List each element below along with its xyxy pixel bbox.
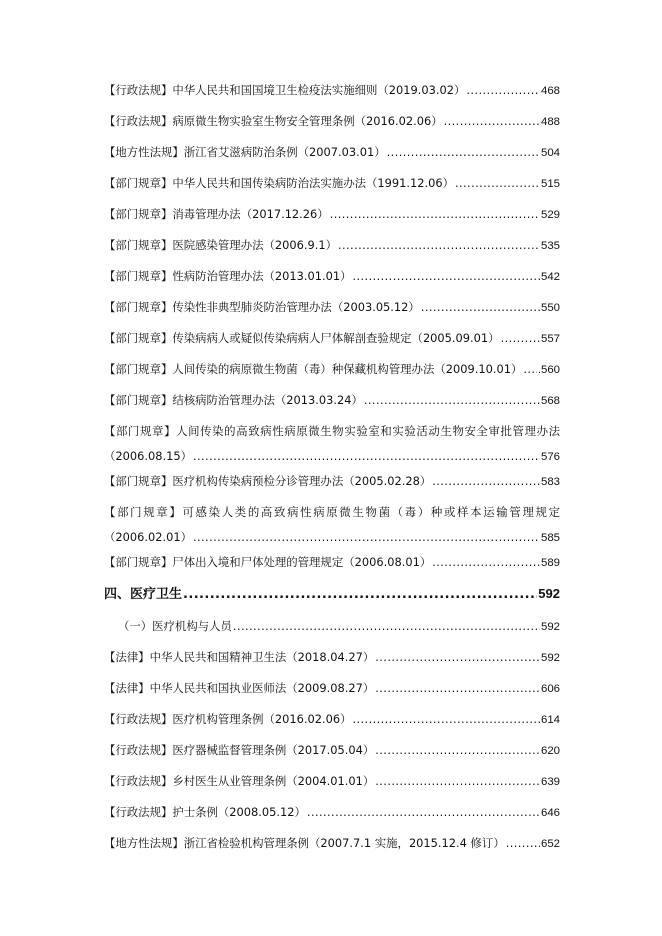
toc-entry-title: 【行政法规】医疗器械监督管理条例（2017.05.04） bbox=[104, 743, 375, 757]
toc-page-number: 468 bbox=[540, 85, 560, 97]
dot-leader bbox=[375, 743, 540, 757]
toc-page-number: 592 bbox=[540, 621, 560, 633]
toc-entry-title-line2: （2006.02.01） bbox=[104, 530, 192, 544]
toc-entry-title: 【地方性法规】浙江省艾滋病防治条例（2007.03.01） bbox=[104, 145, 386, 159]
toc-entry[interactable] bbox=[104, 114, 560, 129]
toc-entry[interactable] bbox=[104, 474, 560, 489]
toc-entry-title: 【部门规章】性病防治管理办法（2013.01.01） bbox=[104, 269, 352, 283]
dot-leader bbox=[466, 83, 540, 97]
toc-page-number: 576 bbox=[540, 451, 560, 463]
toc-entry[interactable] bbox=[104, 145, 560, 160]
dot-leader bbox=[421, 300, 540, 314]
toc-entry-title-line1: 【部门规章】可感染人类的高致病性病原微生物菌（毒）种或样本运输管理规定 bbox=[104, 505, 560, 519]
toc-entry-title: 【部门规章】中华人民共和国传染病防治法实施办法（1991.12.06） bbox=[104, 176, 454, 190]
toc-entry[interactable] bbox=[104, 555, 560, 570]
toc-page-number: 529 bbox=[540, 209, 560, 221]
dot-leader bbox=[193, 530, 540, 544]
toc-entry[interactable] bbox=[104, 83, 560, 98]
toc-entry[interactable] bbox=[104, 331, 560, 346]
toc-page-number: 652 bbox=[540, 838, 560, 850]
toc-entry-title-line1: 【部门规章】人间传染的高致病性病原微生物实验室和实验活动生物安全审批管理办法 bbox=[104, 424, 560, 438]
dot-leader bbox=[233, 619, 540, 633]
toc-entry[interactable] bbox=[104, 238, 560, 253]
dot-leader bbox=[375, 650, 540, 664]
toc-entry[interactable] bbox=[104, 712, 560, 727]
toc-entry[interactable] bbox=[104, 505, 560, 545]
toc-entry[interactable] bbox=[104, 774, 560, 789]
dot-leader bbox=[352, 269, 540, 283]
toc-entry-title: 【部门规章】医院感染管理办法（2006.9.1） bbox=[104, 238, 337, 252]
toc-page-number: 606 bbox=[540, 683, 560, 695]
dot-leader bbox=[444, 114, 540, 128]
toc-entry-title: 【地方性法规】浙江省检验机构管理条例（2007.7.1 实施，2015.12.4 修订） bbox=[104, 836, 505, 850]
toc-page-number: 488 bbox=[540, 116, 560, 128]
dot-leader bbox=[330, 207, 540, 221]
toc-entry[interactable] bbox=[104, 362, 560, 377]
toc-entry[interactable] bbox=[104, 743, 560, 758]
toc-page-number: 583 bbox=[540, 476, 560, 488]
dot-leader bbox=[387, 145, 540, 159]
toc-entry-title: 【行政法规】病原微生物实验室生物安全管理条例（2016.02.06） bbox=[104, 114, 443, 128]
toc-entry-title: 【行政法规】护士条例（2008.05.12） bbox=[104, 805, 306, 819]
toc-entry[interactable] bbox=[104, 424, 560, 464]
dot-leader bbox=[432, 555, 540, 569]
dot-leader bbox=[307, 805, 540, 819]
toc-entry[interactable] bbox=[104, 176, 560, 191]
toc-page-number: 639 bbox=[540, 776, 560, 788]
toc-entry[interactable] bbox=[104, 393, 560, 408]
toc-entry[interactable] bbox=[104, 836, 560, 851]
toc-page-number: 614 bbox=[540, 714, 560, 726]
dot-leader bbox=[352, 712, 540, 726]
toc-page-number: 589 bbox=[540, 557, 560, 569]
toc-entry-title: 【部门规章】尸体出入境和尸体处理的管理规定（2006.08.01） bbox=[104, 555, 432, 569]
toc-entry-title: 【部门规章】人间传染的病原微生物菌（毒）种保藏机构管理办法（2009.10.01） bbox=[104, 362, 523, 376]
toc-page-number: 592 bbox=[538, 586, 560, 601]
toc-entry[interactable] bbox=[104, 805, 560, 820]
toc-page-number: 646 bbox=[540, 807, 560, 819]
toc-entry-title: 【部门规章】医疗机构传染病预检分诊管理办法（2005.02.28） bbox=[104, 474, 432, 488]
toc-page-number: 568 bbox=[540, 395, 560, 407]
toc-page-number: .560 bbox=[537, 364, 560, 376]
toc-page-number: 535 bbox=[540, 240, 560, 252]
toc-entry-title: 【部门规章】消毒管理办法（2017.12.26） bbox=[104, 207, 329, 221]
subsection-title: （一）医疗机构与人员 bbox=[118, 619, 232, 633]
toc-page-number: 504 bbox=[540, 147, 560, 159]
dot-leader bbox=[375, 681, 540, 695]
toc-entry-title-line2: （2006.08.15） bbox=[104, 449, 192, 463]
toc-entry-title: 【法律】中华人民共和国执业医师法（2009.08.27） bbox=[104, 681, 375, 695]
toc-page-number: 542 bbox=[540, 271, 560, 283]
toc-page-number: 585 bbox=[540, 532, 560, 544]
toc-page-number: 592 bbox=[540, 652, 560, 664]
dot-leader bbox=[432, 474, 540, 488]
toc-entry-title: 【部门规章】传染病病人或疑似传染病病人尸体解剖查验规定（2005.09.01） bbox=[104, 331, 500, 345]
dot-leader bbox=[506, 836, 540, 850]
toc-entry-title: 【行政法规】中华人民共和国国境卫生检疫法实施细则（2019.03.02） bbox=[104, 83, 466, 97]
toc-page-number: 557 bbox=[540, 333, 560, 345]
toc-entry-title: 【行政法规】乡村医生从业管理条例（2004.01.01） bbox=[104, 774, 375, 788]
toc-entry-title: 【行政法规】医疗机构管理条例（2016.02.06） bbox=[104, 712, 352, 726]
toc-entry[interactable] bbox=[104, 650, 560, 665]
toc-page-number: 550 bbox=[540, 302, 560, 314]
dot-leader bbox=[455, 176, 540, 190]
dot-leader bbox=[338, 238, 540, 252]
dot-leader bbox=[375, 774, 540, 788]
dot-leader bbox=[523, 362, 536, 376]
toc-entry-title: 【部门规章】结核病防治管理办法（2013.03.24） bbox=[104, 393, 363, 407]
toc-entry[interactable] bbox=[104, 269, 560, 284]
dot-leader bbox=[183, 588, 537, 602]
dot-leader bbox=[364, 393, 540, 407]
dot-leader bbox=[501, 331, 540, 345]
toc-page-number: 515 bbox=[540, 178, 560, 190]
dot-leader bbox=[193, 449, 540, 463]
toc-entry-title: 【法律】中华人民共和国精神卫生法（2018.04.27） bbox=[104, 650, 375, 664]
toc-entry[interactable] bbox=[104, 207, 560, 222]
toc-page-number: 620 bbox=[540, 745, 560, 757]
toc-subsection[interactable] bbox=[118, 619, 560, 634]
toc-entry-title: 【部门规章】传染性非典型肺炎防治管理办法（2003.05.12） bbox=[104, 300, 420, 314]
toc-entry[interactable] bbox=[104, 681, 560, 696]
section-title: 四、医疗卫生 bbox=[104, 587, 183, 602]
toc-entry[interactable] bbox=[104, 300, 560, 315]
toc-section-heading[interactable] bbox=[104, 587, 560, 602]
